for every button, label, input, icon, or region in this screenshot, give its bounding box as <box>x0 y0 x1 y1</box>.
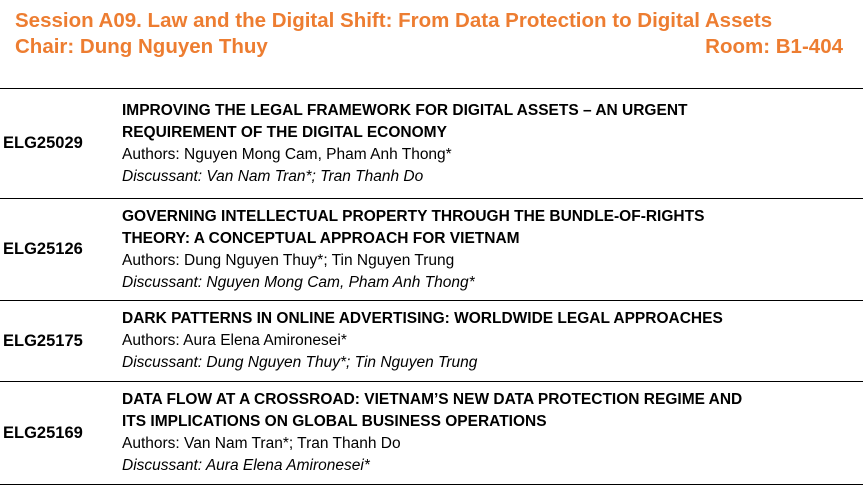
paper-info <box>122 308 863 374</box>
paper-discussant: Discussant: Nguyen Mong Cam, Pham Anh Thong* <box>122 273 475 291</box>
paper-row <box>0 381 863 485</box>
paper-authors: Authors: Aura Elena Amironesei* <box>122 332 347 349</box>
paper-title-line: THEORY: A CONCEPTUAL APPROACH FOR VIETNAM <box>122 229 520 247</box>
paper-code: ELG25169 <box>3 423 83 442</box>
paper-discussant: Discussant: Aura Elena Amironesei* <box>122 457 370 474</box>
session-chair: Chair: Dung Nguyen Thuy <box>15 35 268 58</box>
paper-title-line: REQUIREMENT OF THE DIGITAL ECONOMY <box>122 123 447 141</box>
paper-title-line: GOVERNING INTELLECTUAL PROPERTY THROUGH THE BUNDLE-OF-RIGHTS <box>122 207 705 225</box>
paper-list <box>0 88 863 485</box>
paper-info <box>122 389 863 477</box>
paper-code: ELG25029 <box>3 134 83 152</box>
paper-code: ELG25175 <box>3 331 83 350</box>
paper-title-line: IMPROVING THE LEGAL FRAMEWORK FOR DIGITAL ASSETS – AN URGENT <box>122 101 688 119</box>
paper-row <box>0 198 863 300</box>
paper-row <box>0 300 863 381</box>
paper-row <box>0 88 863 198</box>
paper-title-line: ITS IMPLICATIONS ON GLOBAL BUSINESS OPERATIONS <box>122 413 547 430</box>
session-room: Room: B1-404 <box>705 35 843 58</box>
paper-code: ELG25126 <box>3 240 83 258</box>
paper-discussant: Discussant: Van Nam Tran*; Tran Thanh Do <box>122 167 424 185</box>
session-header <box>0 0 863 88</box>
session-meta <box>15 34 843 60</box>
paper-authors: Authors: Dung Nguyen Thuy*; Tin Nguyen Trung <box>122 251 455 269</box>
paper-title-line: DATA FLOW AT A CROSSROAD: VIETNAM’S NEW DATA PROTECTION REGIME AND <box>122 391 743 408</box>
paper-info <box>122 100 863 188</box>
paper-info <box>122 206 863 294</box>
paper-authors: Authors: Van Nam Tran*; Tran Thanh Do <box>122 435 401 452</box>
paper-discussant: Discussant: Dung Nguyen Thuy*; Tin Nguyen Trung <box>122 354 478 371</box>
session-title: Session A09. Law and the Digital Shift: From Data Protection to Digital Assets <box>15 9 773 32</box>
paper-title-line: DARK PATTERNS IN ONLINE ADVERTISING: WORLDWIDE LEGAL APPROACHES <box>122 310 723 327</box>
paper-authors: Authors: Nguyen Mong Cam, Pham Anh Thong* <box>122 145 452 163</box>
